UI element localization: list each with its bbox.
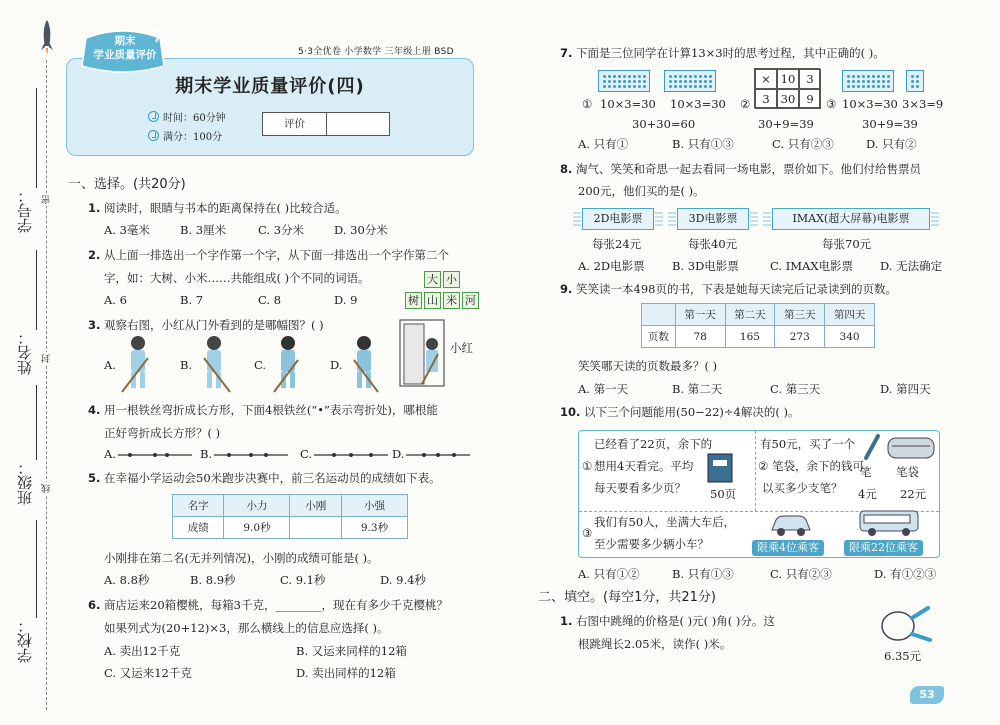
- q2-char-top-2: 小: [443, 271, 460, 288]
- q2-option-a[interactable]: A. 6: [104, 293, 127, 307]
- q3-label-a[interactable]: A.: [104, 358, 116, 372]
- q10-text: 以下三个问题能用(50−22)÷4解决的( )。: [584, 405, 800, 419]
- score-text: 满分：100分: [163, 132, 223, 143]
- q10-option-b[interactable]: B. 只有①③: [672, 567, 734, 581]
- q4-number: 4.: [88, 403, 101, 417]
- series-info: 5·3全优卷 小学数学 三年级上册 BSD: [298, 47, 454, 57]
- q10-car-capacity: 限乘4位乘客: [752, 540, 824, 556]
- q9-td-day2: 165: [725, 326, 775, 348]
- q9-td-day3: 273: [775, 326, 825, 348]
- q4-label-d[interactable]: D.: [392, 447, 405, 461]
- q7-text: 下面是三位同学在计算13×3时的思考过程，其中正确的( )。: [576, 46, 885, 60]
- q6-line2: 如果列式为(20+12)×3，那么横线上的信息应选择( )。: [104, 621, 389, 635]
- q2-option-b[interactable]: B. 7: [180, 293, 204, 307]
- q5-th-xiaoqiang: 小强: [341, 495, 407, 517]
- f1-rope-price: 6.35元: [884, 649, 922, 663]
- q5-options: [104, 572, 426, 588]
- q9-th-blank: [642, 304, 676, 326]
- q9-option-a[interactable]: A. 第一天: [578, 382, 629, 396]
- q7-option-b[interactable]: B. 只有①③: [672, 137, 734, 151]
- q2-option-d[interactable]: D. 9: [334, 293, 358, 307]
- seal-mark-mi: 密: [42, 195, 52, 204]
- q6-number: 6.: [88, 598, 101, 612]
- q9-option-c[interactable]: C. 第三天: [770, 382, 821, 396]
- q7-m1-dots-a: [598, 70, 650, 92]
- q2-options: [104, 293, 357, 307]
- q10-pen-price: 4元: [858, 487, 877, 501]
- q2-char-bottom-4: 河: [462, 292, 479, 309]
- q1-option-b[interactable]: B. 3厘米: [180, 223, 227, 237]
- seal-mark-xian: 线: [42, 484, 52, 493]
- page-title: 期末学业质量评价(四): [175, 76, 365, 97]
- q1-number: 1.: [88, 201, 101, 215]
- q9-table-header: [642, 304, 875, 326]
- q7-m3-line1a: 10×3=30: [842, 97, 898, 111]
- q3-label-b[interactable]: B.: [180, 358, 193, 372]
- student-id-underline: [36, 88, 37, 188]
- q5-option-a[interactable]: A. 8.8秒: [104, 573, 150, 587]
- wire-b-figure: [214, 451, 290, 459]
- name-underline: [36, 250, 37, 330]
- q9-th-day2: 第二天: [725, 304, 775, 326]
- q9-question: [560, 281, 897, 297]
- school-underline: [36, 520, 37, 618]
- clock-icon: [148, 111, 159, 122]
- q10-p3-line1: 我们有50人，坐满大车后，: [594, 515, 736, 529]
- q2-char-bottom-2: 山: [424, 292, 441, 309]
- q7-m3-mark: ③: [826, 97, 837, 111]
- q9-number: 9.: [560, 282, 573, 296]
- q8-number: 8.: [560, 162, 573, 176]
- section2-title: 二、填空。(每空1分，共21分): [538, 590, 716, 605]
- q3-text: 观察右图，小红从门外看到的是哪幅图？( ): [104, 318, 324, 332]
- girl-sweeping-figure-a: [118, 334, 158, 396]
- check-icon: [148, 130, 159, 141]
- q7-m2-cell-6: 9: [799, 89, 821, 109]
- q6-option-b[interactable]: B. 又运来同样的12箱: [296, 644, 407, 658]
- q10-case-price: 22元: [900, 487, 927, 501]
- q2-line2: 字，如：大树、小米……共能组成( )个不同的词语。: [104, 271, 370, 285]
- q5-line-after: 小刚排在第二名(无并列情况)，小刚的成绩可能是( )。: [104, 551, 379, 565]
- q9-option-d[interactable]: D. 第四天: [880, 382, 931, 396]
- q5-td-xiaoli: 9.0秒: [224, 517, 290, 539]
- q4-text-line1: 用一根铁丝弯折成长方形，下面4根铁丝(“•”表示弯折处)，哪根能: [104, 403, 438, 417]
- f1-line2: 根跳绳长2.05米，读作( )米。: [578, 637, 732, 651]
- q10-option-a[interactable]: A. 只有①②: [578, 567, 640, 581]
- q3-label-c[interactable]: C.: [254, 358, 267, 372]
- q3-question: [88, 317, 324, 333]
- car-icon: [768, 512, 814, 538]
- q5-th-xiaoli: 小力: [224, 495, 290, 517]
- q6-option-c[interactable]: C. 又运来12千克: [104, 666, 192, 680]
- q2-number: 2.: [88, 248, 101, 262]
- q8-line2: 200元，他们买的是( )。: [578, 184, 705, 198]
- evaluation-box: [262, 112, 390, 136]
- q5-question: [88, 470, 441, 486]
- q5-number: 5.: [88, 471, 101, 485]
- q9-text: 笑笑读一本498页的书，下表是她每天读完后记录读到的页数。: [576, 282, 897, 296]
- q9-td-day4: 340: [825, 326, 875, 348]
- q1-option-d[interactable]: D. 30分米: [334, 223, 388, 237]
- q5-td-xiaoqiang: 9.3秒: [341, 517, 407, 539]
- bus-icon: [858, 508, 920, 538]
- q3-label-d[interactable]: D.: [330, 358, 343, 372]
- section1-title: 一、选择。(共20分): [68, 177, 186, 192]
- q5-option-d[interactable]: D. 9.4秒: [380, 573, 426, 587]
- q7-m1-dots-b: [664, 70, 716, 92]
- girl-sweeping-figure-b: [194, 334, 234, 396]
- jump-rope-icon: [876, 604, 934, 646]
- q7-m1-mark: ①: [582, 97, 593, 111]
- q2-char-bottom-3: 米: [443, 292, 460, 309]
- q6-line1: [88, 597, 448, 613]
- q9-reading-table: [641, 303, 875, 348]
- q2-line1: [88, 247, 449, 263]
- pencil-case-icon: [886, 434, 936, 460]
- q1-options: [104, 222, 388, 238]
- q9-th-day1: 第一天: [675, 304, 725, 326]
- q2-char-bottom-1: 树: [405, 292, 422, 309]
- q7-option-c[interactable]: C. 只有②③: [772, 137, 834, 151]
- q10-p2-line1: 有50元，买了一个: [760, 437, 856, 451]
- q10-bus-capacity: 限乘22位乘客: [844, 540, 923, 556]
- q5-option-b[interactable]: B. 8.9秒: [190, 573, 236, 587]
- q10-p1-mark: ①: [582, 459, 593, 473]
- q10-number: 10.: [560, 405, 581, 419]
- badge-line2: 学业质量评价: [93, 49, 157, 61]
- q5-option-c[interactable]: C. 9.1秒: [280, 573, 326, 587]
- q7-m1-line1a: 10×3=30: [600, 97, 656, 111]
- class-label: 班级：: [16, 460, 34, 505]
- q8-ticket-3d: 3D电影票: [677, 208, 749, 230]
- q5-table-header: [173, 495, 408, 517]
- q6-option-d[interactable]: D. 卖出同样的12箱: [296, 666, 396, 680]
- pen-icon: [862, 432, 882, 460]
- q7-m2-cell-3: 3: [799, 69, 821, 89]
- binding-strip: [0, 0, 62, 725]
- q10-divider-v: [755, 431, 756, 511]
- q1-text: 阅读时，眼睛与书本的距离保持在( )比较合适。: [104, 201, 347, 215]
- q10-p1-line3: 每天要看多少页？: [594, 481, 686, 495]
- q7-m1-line2: 30+30=60: [632, 117, 696, 131]
- q10-p2-line3: 以买多少支笔？: [762, 481, 843, 495]
- q9-line-after: 笑笑哪天读的页数最多？( ): [578, 359, 718, 373]
- wire-d-figure: [406, 451, 472, 459]
- q9-td-label: 页数: [642, 326, 676, 348]
- q7-options: [578, 136, 917, 152]
- time-info: [148, 109, 226, 124]
- q1-option-a[interactable]: A. 3毫米: [104, 223, 150, 237]
- q8-price-3d: 每张40元: [688, 237, 738, 251]
- girl-sweeping-figure-d: [344, 334, 384, 396]
- q4-line2: 正好弯折成长方形？( ): [104, 426, 221, 440]
- q7-question: [560, 45, 885, 61]
- q8-line1: [560, 161, 921, 177]
- q5-table-row: [173, 517, 408, 539]
- q7-m2-mark: ②: [740, 97, 751, 111]
- q7-m2-cell-4: 3: [755, 89, 777, 109]
- q9-th-day4: 第四天: [825, 304, 875, 326]
- q3-number: 3.: [88, 318, 101, 332]
- q10-options: [578, 566, 936, 582]
- q10-option-d[interactable]: D. 有①②③: [874, 567, 937, 581]
- q8-option-c[interactable]: C. IMAX电影票: [770, 259, 854, 273]
- q10-p1-line1: 已经看了22页，余下的: [594, 437, 713, 451]
- q7-option-d[interactable]: D. 只有②: [866, 137, 917, 151]
- q5-text: 在幸福小学运动会50米跑步决赛中，前三名运动员的成绩如下表。: [104, 471, 441, 485]
- q7-option-a[interactable]: A. 只有①: [578, 137, 629, 151]
- q10-p3-line2: 至少需要多少辆小车？: [594, 537, 709, 551]
- q8-price-2d: 每张24元: [592, 237, 642, 251]
- q7-m2-grid: [754, 68, 820, 108]
- q8-ticket-2d: 2D电影票: [582, 208, 654, 230]
- q7-m3-dots-a: [842, 70, 894, 92]
- q7-m1-line1b: 10×3=30: [670, 97, 726, 111]
- evaluation-blank[interactable]: [327, 113, 389, 135]
- q4-line1: [88, 402, 438, 418]
- name-label: 姓名：: [16, 330, 34, 375]
- class-underline: [36, 385, 37, 460]
- q8-option-b[interactable]: B. 3D电影票: [672, 259, 739, 273]
- rocket-icon: [38, 18, 56, 58]
- q5-td-xiaogang[interactable]: [290, 517, 341, 539]
- q7-m2-cell-2: 10: [777, 69, 799, 89]
- q7-m2-line2: 30+9=39: [758, 117, 814, 131]
- q4-label-a[interactable]: A.: [104, 447, 116, 461]
- q9-th-day3: 第三天: [775, 304, 825, 326]
- q9-options: [578, 381, 931, 397]
- q8-text-line1: 淘气、笑笑和奇思一起去看同一场电影，票价如下。他们付给售票员: [576, 162, 922, 176]
- score-info: [148, 128, 222, 143]
- time-text: 时间：60分钟: [163, 113, 226, 124]
- q7-m3-dots-b: [906, 70, 924, 92]
- q1-option-c[interactable]: C. 3分米: [258, 223, 305, 237]
- badge-line1: 期末: [114, 35, 136, 47]
- q9-table-row: [642, 326, 875, 348]
- q9-option-b[interactable]: B. 第二天: [672, 382, 723, 396]
- q7-m3-line2: 30+9=39: [862, 117, 918, 131]
- q8-option-a[interactable]: A. 2D电影票: [578, 259, 645, 273]
- q5-th-xiaogang: 小刚: [290, 495, 341, 517]
- girl-sweeping-figure-c: [268, 334, 308, 396]
- q10-p1-line2: 想用4天看完。平均: [594, 459, 694, 473]
- q5-td-label: 成绩: [173, 517, 224, 539]
- q7-number: 7.: [560, 46, 573, 60]
- f1-line1: [560, 613, 775, 629]
- q4-label-b[interactable]: B.: [200, 447, 213, 461]
- q10-case-label: 笔袋: [896, 465, 919, 479]
- q1-question: [88, 200, 347, 216]
- seal-mark-feng: 封: [42, 354, 52, 363]
- book-icon: [706, 452, 736, 484]
- page-number: 53: [910, 686, 944, 704]
- door-figure: [398, 318, 450, 388]
- q8-price-imax: 每张70元: [822, 237, 872, 251]
- q10-p1-book-pages: 50页: [710, 487, 737, 501]
- wire-c-figure: [314, 451, 390, 459]
- q5-results-table: [172, 494, 408, 539]
- student-id-label: 学号：: [16, 188, 34, 233]
- q8-option-d[interactable]: D. 无法确定: [880, 259, 943, 273]
- q10-p2-line2: 笔袋，余下的钱可: [772, 459, 864, 473]
- q2-text-line1: 从上面一排选出一个字作第一个字，从下面一排选出一个字作第二个: [104, 248, 450, 262]
- q10-p3-mark: ③: [582, 526, 593, 540]
- exam-badge-text: [86, 34, 164, 62]
- q6-text-line1: 商店运来20箱樱桃，每箱3千克，________，现在有多少千克樱桃？: [104, 598, 448, 612]
- q7-m2-cell-1: ×: [755, 69, 777, 89]
- q4-label-c[interactable]: C.: [300, 447, 313, 461]
- q10-option-c[interactable]: C. 只有②③: [770, 567, 832, 581]
- q10-question: [560, 404, 800, 420]
- q6-option-a[interactable]: A. 卖出12千克: [104, 644, 181, 658]
- q8-ticket-imax: IMAX(超大屏幕)电影票: [772, 208, 930, 230]
- school-label: 学校：: [16, 618, 34, 663]
- q2-char-top-1: 大: [424, 271, 441, 288]
- q10-p2-mark: ②: [758, 459, 769, 473]
- q5-th-name: 名字: [173, 495, 224, 517]
- q9-td-day1: 78: [675, 326, 725, 348]
- q7-m2-cell-5: 30: [777, 89, 799, 109]
- wire-a-figure: [118, 451, 194, 459]
- cut-line: [46, 60, 47, 710]
- f1-text-line1: 右图中跳绳的价格是( )元( )角( )分。这: [576, 614, 775, 628]
- evaluation-label: 评价: [263, 113, 327, 135]
- q10-pen-label: 笔: [860, 465, 872, 479]
- q2-option-c[interactable]: C. 8: [258, 293, 282, 307]
- q7-m3-line1b: 3×3=9: [902, 97, 944, 111]
- q8-options: [578, 258, 942, 274]
- f1-number: 1.: [560, 614, 573, 628]
- q3-name-label: 小红: [450, 341, 473, 355]
